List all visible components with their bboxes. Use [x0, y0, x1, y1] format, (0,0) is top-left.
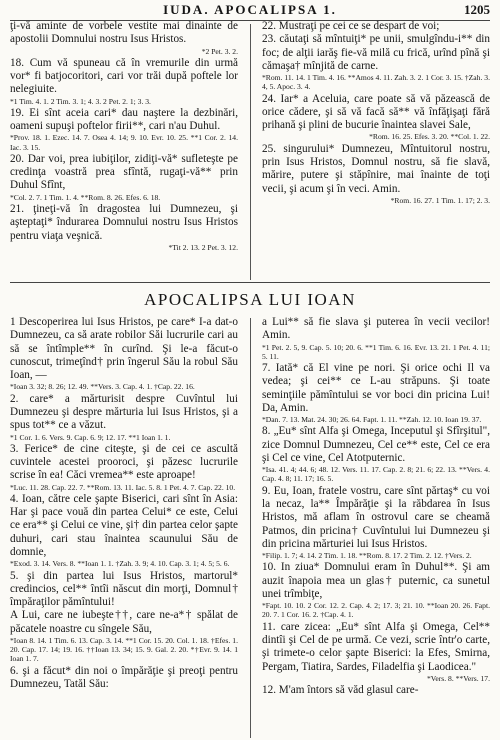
verse — [10, 570, 238, 610]
verse — [262, 93, 490, 142]
column-top-left — [10, 20, 238, 253]
verse-text: 20. Dar voi, prea iubiţilor, zidiţi-vă* sufleteşte pe credinţa voastră prea sfîntă, rugaţi-vă** prin Duhul Sfînt, — [10, 152, 238, 192]
verse-text: 1 Descoperirea lui Isus Hristos, pe care* I-a dat-o Dumnezeu, ca să arate robilor Săi lucrurile cari au să se întîmple** în curînd. Şi le-a făcut-o cunoscut, trimeţînd† prin îngerul Său la robul Său Ioan, — — [10, 316, 238, 382]
cross-reference: *Luc. 11. 28. Cap. 22. 7. **Rom. 13. 11. Iac. 5. 8. 1 Pet. 4. 7. Cap. 22. 10. — [10, 482, 236, 492]
verse — [10, 443, 238, 492]
verse — [10, 20, 238, 56]
verse — [262, 684, 490, 697]
cross-reference: *Col. 2. 7. 1 Tim. 1. 4. **Rom. 8. 26. Efes. 6. 18. — [10, 192, 161, 202]
verse — [262, 561, 490, 619]
cross-reference: *Tit 2. 13. 2 Pet. 3. 12. — [168, 242, 238, 252]
verse-text: ţi-vă aminte de vorbele vestite mai dinainte de apostolii Domnului nostru Isus Hristos. — [10, 20, 238, 46]
running-title: IUDA. APOCALIPSA 1. — [163, 2, 337, 17]
cross-reference: *Ioan 8. 14. 1 Tim. 6. 13. Cap. 3. 14. **1 Cor. 15. 20. Col. 1. 18. †Efes. 1. 20. Cap. 17. 14; 19. 16. ††Ioan 13. 34; 15. 9. Gal. 2. 20. *†Evr. 9. 14. 1 Ioan 1. 7. — [10, 636, 238, 664]
verse — [10, 665, 238, 692]
column-bottom-right — [262, 316, 490, 697]
verse-text: 4. Ioan, către cele şapte Biserici, cari sînt în Asia: Har şi pace vouă din partea Celui* ce este, Celui ce era** şi Celui ce vine, şi† din partea celor şapte duhuri, cari stau înaintea scaunului Său de domnie, — [10, 492, 238, 559]
page-header — [0, 2, 500, 20]
cross-reference: *Fapt. 10. 10. 2 Cor. 12. 2. Cap. 4. 2; 17. 3; 21. 10. **Ioan 20. 26. Fapt. 20. 7. 1 Cor. 16. 2. †Cap. 4. 1. — [262, 601, 490, 620]
verse — [262, 362, 490, 424]
column-bottom-left — [10, 316, 238, 691]
verse-text: 8. „Eu* sînt Alfa şi Omega, Inceputul şi Sfîrşitul", zice Domnul Dumnezeu, Cel ce** este, Cel ce era şi Cel ce vine, Cel Atotputernic. — [262, 425, 490, 464]
cross-reference: *1 Tim. 4. 1. 2 Tim. 3. 1; 4. 3. 2 Pet. 2. 1; 3. 3. — [10, 96, 151, 106]
verse — [262, 143, 490, 205]
verse — [10, 609, 238, 663]
verse-text: 18. Cum vă spuneau că în vremurile din urmă vor* fi batjocoritori, cari vor trăi după poftele lor nelegiuite. — [10, 56, 238, 96]
cross-reference: *Rom. 11. 14. 1 Tim. 4. 16. **Amos 4. 11. Zah. 3. 2. 1 Cor. 3. 15. †Zah. 3. 4, 5. Apoc. 3. 4. — [262, 73, 490, 92]
cross-reference: *Rom. 16. 25. Efes. 3. 20. **Col. 1. 22. — [369, 132, 490, 142]
verse — [10, 493, 238, 569]
verse-text: 3. Ferice* de cine citeşte, şi de cei ce ascultă cuvintele acestei prooroci, şi păzesc lucrurile scrise în ea! Căci vremea** este aproape! — [10, 442, 238, 482]
page-number: 1205 — [464, 2, 490, 17]
cross-reference: *Prov. 18. 1. Ezec. 14. 7. Osea 4. 14; 9. 10. Evr. 10. 25. **1 Cor. 2. 14. Iac. 3. 15. — [10, 133, 238, 152]
cross-reference: *1 Pet. 2. 5, 9. Cap. 5. 10; 20. 6. **1 Tim. 6. 16. Evr. 13. 21. 1 Pet. 4. 11; 5. 11. — [262, 342, 490, 361]
cross-reference: *Exod. 3. 14. Vers. 8. **Ioan 1. 1. †Zah. 3. 9; 4. 10. Cap. 3. 1; 4. 5; 5. 6. — [10, 559, 230, 569]
verse — [10, 316, 238, 392]
verse — [262, 316, 490, 361]
section-rule — [10, 282, 490, 283]
verse-text: 9. Eu, Ioan, fratele vostru, care sînt părtaş* cu voi la necaz, la** Împărăţie şi la răbdarea în Isus Hristos, mă aflam în ostrovul care se cheamă Patmos, din pricina† Cuvîntului lui Dumnezeu şi din pricina mărturiei lui Isus Hristos. — [262, 484, 490, 550]
cross-reference: *1 Cor. 1. 6. Vers. 9. Cap. 6. 9; 12. 17. **1 Ioan 1. 1. — [10, 432, 171, 442]
verse-text: 22. Mustraţi pe cei ce se despart de voi; — [262, 20, 440, 32]
cross-reference: *Vers. 8. **Vers. 17. — [426, 673, 490, 683]
cross-reference: *Ioan 3. 32; 8. 26; 12. 49. **Vers. 3. Cap. 4. 1. †Cap. 22. 16. — [10, 382, 195, 392]
verse-text: 12. M'am întors să văd glasul care- — [262, 684, 419, 697]
verse-text: 24. Iar* a Aceluia, care poate să vă păzească de orice cădere, şi să vă facă să** vă înfăţişaţi fără prihană şi plini de bucurie înaintea slavei Sale, — [262, 92, 490, 132]
book-title: APOCALIPSA LUI IOAN — [144, 290, 356, 309]
verse-text: 11. care zicea: „Eu* sînt Alfa şi Omega, Cel** dintîi şi Cel de pe urmă. Ce vezi, scrie într'o carte, şi trimete-o celor şapte Biserici: la Efes, Smirna, Pergam, Tiatira, Sardes, Filadelfia şi Laodicea." — [262, 620, 490, 673]
verse-text: A Lui, care ne iubeşte††, care ne-a*† spălat de păcatele noastre cu sîngele Său, — [10, 609, 238, 635]
column-top-right — [262, 20, 490, 206]
verse-text: 21. ţineţi-vă în dragostea lui Dumnezeu, şi aşteptaţi* îndurarea Domnului nostru Isus Hristos pentru viaţa veşnică. — [10, 202, 238, 242]
verse — [262, 425, 490, 483]
verse — [262, 485, 490, 561]
verse — [262, 33, 490, 91]
cross-reference: *Filip. 1. 7; 4. 14. 2 Tim. 1. 18. **Rom. 8. 17. 2 Tim. 2. 12. †Vers. 2. — [262, 551, 472, 561]
bottom-column-divider — [250, 318, 251, 738]
verse-text: 10. In ziua* Domnului eram în Duhul**. Şi am auzit înapoia mea un glas† puternic, ca sunetul unei trîmbiţe, — [262, 561, 490, 600]
verse-text: a Lui** să fie slava şi puterea în vecii vecilor! Amin. — [262, 316, 490, 342]
cross-reference: *2 Pet. 3. 2. — [201, 46, 238, 56]
verse — [10, 107, 238, 152]
verse-text: 7. Iată* că El vine pe nori. Şi orice ochi Il va vedea; şi cei** ce L-au străpuns. Şi toate seminţiile pămîntului se vor boci din pricina Lui! Da, Amin. — [262, 362, 490, 414]
verse — [10, 153, 238, 202]
verse-text: 2. care* a mărturisit despre Cuvîntul lui Dumnezeu şi despre mărturia lui Isus Hristos, şi a spus tot** ce a văzut. — [10, 392, 238, 432]
verse — [10, 393, 238, 442]
top-column-divider — [250, 24, 251, 280]
verse — [10, 57, 238, 106]
cross-reference: *Isa. 41. 4; 44. 6; 48. 12. Vers. 11. 17. Cap. 2. 8; 21. 6; 22. 13. **Vers. 4. Cap. 4. 8; 11. 17; 16. 5. — [262, 465, 490, 484]
cross-reference: *Dan. 7. 13. Mat. 24. 30; 26. 64. Fapt. 1. 11. **Zah. 12. 10. Ioan 19. 37. — [262, 415, 482, 425]
verse-text: 25. singurului* Dumnezeu, Mîntuitorul nostru, prin Isus Hristos, Domnul nostru, să fie slavă, mărire, putere şi stăpînire, mai înainte de toţi vecii, şi acum şi în veci. Amin. — [262, 142, 490, 195]
cross-reference: *Rom. 16. 27. 1 Tim. 1. 17; 2. 3. — [390, 195, 490, 205]
verse — [10, 203, 238, 252]
verse — [262, 621, 490, 683]
verse-text: 19. Ei sînt aceia cari* dau naştere la dezbinări, oameni supuşi poftelor firii**, cari n'au Duhul. — [10, 106, 238, 133]
verse-text: 23. căutaţi să mîntuiţi* pe unii, smulgîndu-i** din foc; de alţii iarăş fie-vă milă cu frică, urînd pînă şi cămaşa† mînjită de carne. — [262, 33, 490, 72]
verse — [262, 20, 490, 33]
verse-text: 5. şi din partea lui Isus Hristos, martorul* credincios, cel** întîi născut din morţi, Domnul† împăraţilor pămîntului! — [10, 569, 238, 609]
verse-text: 6. şi a făcut* din noi o împărăţie şi preoţi pentru Dumnezeu, Tatăl Său: — [10, 664, 238, 690]
